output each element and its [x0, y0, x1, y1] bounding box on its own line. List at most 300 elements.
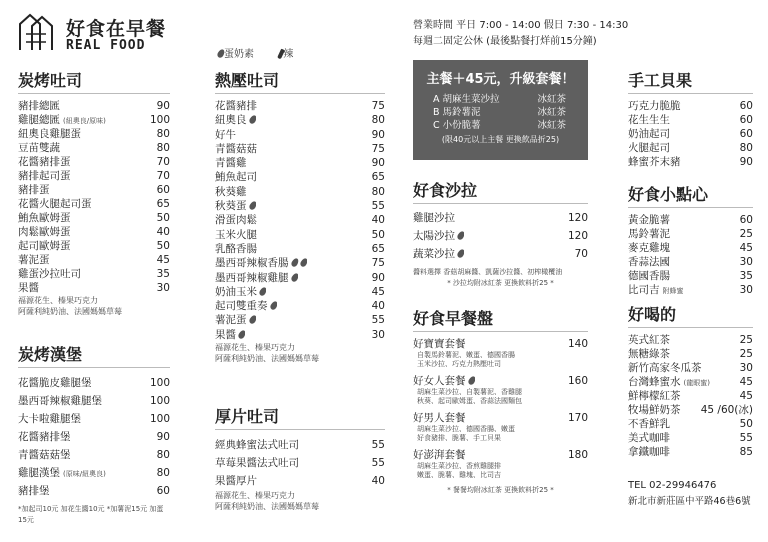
item-name: 好澎湃套餐	[413, 449, 466, 461]
item-name: 黃金脆薯	[628, 214, 670, 226]
item-name: 新竹高家冬瓜茶	[628, 362, 702, 374]
menu-item	[18, 169, 170, 183]
section-drink	[628, 302, 753, 459]
item-price: 60	[739, 114, 753, 126]
item-name: 墨西哥辣椒雞腿	[215, 271, 289, 284]
menu-item	[215, 228, 385, 242]
menu-item	[18, 141, 170, 155]
item-name: 起司雙重奏	[215, 300, 268, 313]
promo-option-drink: 冰紅茶	[537, 107, 566, 118]
menu-item	[628, 213, 753, 227]
item-price: 70	[574, 248, 588, 260]
item-name-wrap	[18, 211, 71, 225]
item-name: 鮪魚歐姆蛋	[18, 212, 71, 224]
item-price: 55	[739, 432, 753, 444]
item-name-wrap	[215, 328, 245, 342]
item-price: 80	[156, 128, 170, 140]
item-name-wrap	[413, 448, 466, 462]
item-price: 85	[739, 446, 753, 458]
menu-item	[215, 313, 385, 327]
item-name-wrap	[18, 99, 60, 113]
item-price: 60	[739, 128, 753, 140]
salad-drink-note: * 沙拉均附冰紅茶 更換飲料折25 *	[447, 279, 554, 287]
menu-item	[413, 337, 588, 351]
item-price: 60	[739, 100, 753, 112]
item-price: 65	[371, 242, 385, 255]
section-toast	[18, 68, 170, 317]
menu-item	[628, 241, 753, 255]
item-name-wrap	[628, 445, 670, 459]
item-name: 拿鐵咖啡	[628, 446, 670, 458]
item-price: 45	[156, 254, 170, 266]
item-name-wrap	[18, 225, 71, 239]
item-price: 45	[371, 285, 385, 298]
section-salad	[413, 178, 588, 289]
item-name: 雞腿總匯	[18, 114, 60, 126]
platter-item	[413, 374, 588, 406]
menu-item	[215, 472, 385, 490]
item-price: 45	[739, 376, 753, 388]
thick-note: 福源花生、榛果巧克力 阿薩利純奶油、法國媽媽草莓	[215, 491, 319, 511]
menu-item	[215, 328, 385, 342]
menu-item	[413, 374, 588, 388]
item-list	[628, 99, 753, 169]
item-name: 花醬豬排	[215, 100, 257, 112]
menu-item	[628, 227, 753, 241]
item-name-wrap	[628, 269, 670, 283]
item-name-wrap	[18, 127, 81, 141]
item-price: 30	[739, 256, 753, 268]
menu-item	[628, 113, 753, 127]
item-name: 果醬	[215, 328, 236, 341]
item-price: 50	[739, 418, 753, 430]
menu-item	[18, 225, 170, 239]
item-name-wrap	[18, 141, 60, 155]
item-price: 40	[156, 226, 170, 238]
menu-item	[215, 156, 385, 170]
item-list	[18, 374, 170, 500]
item-description: 胡麻生菜沙拉、德國香腸、嫩蛋 好食豬排、脆薯、手工貝果	[417, 425, 515, 442]
item-price: 30	[371, 328, 385, 341]
menu-item	[215, 285, 385, 299]
egg-icon	[290, 272, 298, 283]
item-price: 90	[156, 100, 170, 112]
item-name-wrap	[628, 113, 670, 127]
item-name: 好寶寶套餐	[413, 338, 466, 350]
menu-item	[18, 197, 170, 211]
item-name-wrap	[215, 454, 299, 472]
section-title: 熱壓吐司	[215, 71, 280, 90]
item-price: 60	[156, 184, 170, 196]
item-name: 奶油玉米	[215, 285, 257, 298]
platter-item	[413, 337, 588, 369]
divider	[628, 207, 753, 208]
item-name-wrap	[628, 227, 670, 241]
item-name: 比司吉	[628, 284, 660, 296]
menu-item	[628, 347, 753, 361]
item-name-wrap	[215, 242, 257, 256]
item-name-wrap	[215, 228, 257, 242]
menu-item	[18, 127, 170, 141]
item-name-wrap	[628, 241, 670, 255]
section-title: 手工貝果	[628, 71, 693, 90]
item-name-wrap	[18, 267, 81, 281]
item-name-wrap	[628, 255, 670, 269]
egg-icon	[456, 248, 464, 259]
menu-item	[18, 99, 170, 113]
address: 新北市新莊區中平路46巷6號	[628, 496, 751, 507]
item-name: 香蒜法國	[628, 256, 670, 268]
item-price: 45 /60(冰)	[700, 404, 753, 416]
item-price: 65	[156, 198, 170, 210]
menu-item	[628, 375, 753, 389]
menu-item	[18, 211, 170, 225]
section-platter	[413, 306, 588, 496]
item-name-wrap	[215, 199, 256, 213]
item-name-wrap	[215, 313, 256, 327]
item-price: 80	[371, 185, 385, 198]
egg-icon	[248, 114, 256, 125]
item-name: 不香鮮乳	[628, 418, 670, 430]
promo-option	[413, 119, 588, 132]
item-name-wrap	[628, 155, 681, 169]
item-price: 25	[739, 348, 753, 360]
item-name: 好牛	[215, 128, 236, 141]
item-name-wrap	[628, 375, 710, 389]
menu-item	[628, 127, 753, 141]
item-name: 豬排總匯	[18, 100, 60, 112]
item-name-wrap	[413, 411, 466, 425]
item-sub: (龍眼蜜)	[683, 379, 710, 387]
item-price: 140	[567, 338, 588, 350]
item-name: 蜂蜜芥末豬	[628, 156, 681, 168]
item-name: 巧克力脆脆	[628, 100, 681, 112]
toast-note: 福源花生、榛果巧克力 阿薩利純奶油、法國媽媽草莓	[18, 296, 122, 316]
item-name: 肉鬆歐姆蛋	[18, 226, 71, 238]
item-name: 花醬豬排堡	[18, 431, 71, 443]
menu-item	[628, 333, 753, 347]
divider	[18, 367, 170, 368]
menu-item	[413, 209, 588, 227]
item-price: 55	[371, 314, 385, 327]
item-name-wrap	[18, 253, 50, 267]
item-name-wrap	[18, 392, 102, 410]
item-name-wrap	[413, 227, 464, 245]
item-price: 40	[371, 300, 385, 313]
menu-item	[18, 239, 170, 253]
menu-item	[18, 410, 170, 428]
pressed-note: 福源花生、榛果巧克力 阿薩利純奶油、法國媽媽草莓	[215, 343, 319, 364]
item-name-wrap	[628, 127, 670, 141]
divider	[628, 93, 753, 94]
platter-item	[413, 448, 588, 480]
item-name: 草莓果醬法式吐司	[215, 457, 299, 469]
egg-icon	[269, 300, 277, 311]
item-name-wrap	[215, 436, 299, 454]
item-price: 50	[371, 228, 385, 241]
item-name-wrap	[215, 285, 266, 299]
item-name-wrap	[18, 428, 71, 446]
item-name-wrap	[18, 169, 71, 183]
item-name-wrap	[18, 155, 71, 169]
section-burger	[18, 342, 170, 526]
menu-item	[215, 271, 385, 285]
item-price: 180	[567, 449, 588, 461]
menu-item	[628, 445, 753, 459]
item-price: 65	[371, 171, 385, 184]
item-price: 35	[156, 268, 170, 280]
item-price: 90	[371, 157, 385, 170]
item-name-wrap	[18, 113, 106, 127]
menu-item	[18, 374, 170, 392]
egg-icon	[290, 257, 300, 268]
egg-icon	[237, 329, 245, 340]
item-name-wrap	[628, 403, 681, 417]
item-sub: 附蜂蜜	[662, 287, 684, 295]
item-price: 100	[149, 413, 170, 425]
contact-info	[628, 478, 763, 510]
item-name: 台灣蜂蜜水	[628, 376, 681, 388]
item-name-wrap	[628, 361, 702, 375]
item-name: 豬排起司蛋	[18, 170, 71, 182]
item-price: 80	[156, 467, 170, 479]
menu-item	[215, 185, 385, 199]
item-price: 30	[739, 284, 753, 296]
item-name: 秋葵蛋	[215, 200, 247, 213]
item-price: 160	[567, 375, 588, 387]
promo-option-drink: 冰紅茶	[537, 120, 566, 131]
menu-item	[628, 417, 753, 431]
item-name: 墨西哥辣椒香腸	[215, 257, 289, 270]
menu-item	[18, 281, 170, 295]
item-price: 50	[156, 240, 170, 252]
item-name: 起司歐姆蛋	[18, 240, 71, 252]
menu-item	[628, 155, 753, 169]
item-price: 45	[739, 242, 753, 254]
item-name: 花醬豬排蛋	[18, 156, 71, 168]
section-snack	[628, 182, 753, 297]
item-name-wrap	[215, 170, 257, 184]
item-name-wrap	[18, 239, 71, 253]
item-name-wrap	[215, 299, 277, 313]
item-name: 麥克雞塊	[628, 242, 670, 254]
section-title: 好喝的	[628, 305, 677, 324]
egg-icon	[467, 375, 475, 386]
section-title: 好食早餐盤	[413, 309, 494, 328]
item-name: 鮪魚起司	[215, 171, 257, 184]
menu-item	[215, 242, 385, 256]
item-name: 雞蛋沙拉吐司	[18, 268, 81, 280]
menu-item	[413, 448, 588, 462]
item-name: 墨西哥辣椒雞腿堡	[18, 395, 102, 407]
section-title: 好食沙拉	[413, 181, 478, 200]
menu-item	[215, 256, 385, 270]
item-price: 75	[371, 142, 385, 155]
promo-option	[413, 106, 588, 119]
item-name-wrap	[413, 209, 455, 227]
item-name: 花生生生	[628, 114, 670, 126]
item-name-wrap	[628, 431, 670, 445]
item-name-wrap	[18, 281, 39, 295]
menu-item	[18, 482, 170, 500]
item-name-wrap	[215, 271, 298, 285]
menu-item	[215, 170, 385, 184]
menu-item	[628, 255, 753, 269]
item-price: 80	[739, 142, 753, 154]
brand-name-cn: 好食在早餐	[66, 18, 167, 40]
section-thick	[215, 404, 385, 512]
promo-option-main: B 馬鈴薯泥	[433, 107, 481, 118]
item-price: 40	[371, 475, 385, 487]
menu-item	[215, 436, 385, 454]
promo-options	[413, 93, 588, 132]
item-name: 大卡啦雞腿堡	[18, 413, 81, 425]
menu-item	[413, 245, 588, 263]
item-name-wrap	[215, 472, 257, 490]
menu-item	[215, 199, 385, 213]
item-name: 好女人套餐	[413, 375, 466, 387]
item-name-wrap	[628, 141, 670, 155]
item-name-wrap	[215, 99, 257, 113]
item-name: 豬排堡	[18, 485, 50, 497]
promo-option-main: C 小份脆薯	[433, 120, 481, 131]
item-price: 120	[567, 212, 588, 224]
divider	[413, 203, 588, 204]
item-description: 自製馬鈴薯泥、嫩蛋、德國香腸 玉米沙拉、巧克力熱壓吐司	[417, 351, 515, 368]
item-name: 青醬雞	[215, 157, 247, 170]
legend-spicy-label: 辣	[283, 49, 294, 60]
menu-item	[18, 464, 170, 482]
egg-icon	[258, 286, 266, 297]
divider	[413, 331, 588, 332]
item-price: 75	[371, 100, 385, 112]
item-name-wrap	[628, 333, 670, 347]
item-price: 70	[156, 156, 170, 168]
menu-item	[215, 128, 385, 142]
phone-number: TEL 02-29946476	[628, 480, 717, 491]
item-price: 100	[149, 377, 170, 389]
item-description: 胡麻生菜沙拉、自製薯泥、香雞腿 秋葵、起司歐姆蛋、香蒜法國麵包	[417, 388, 522, 405]
item-price: 45	[739, 390, 753, 402]
promo-note: (限40元以上主餐 更換飲品折25)	[441, 135, 560, 144]
promo-option-drink: 冰紅茶	[537, 94, 566, 105]
item-list	[18, 99, 170, 295]
item-price: 120	[567, 230, 588, 242]
item-price: 90	[371, 271, 385, 284]
menu-item	[215, 299, 385, 313]
burger-note: *加起司10元 加花生醬10元 *加薯泥15元 加蛋15元	[18, 505, 164, 524]
item-price: 25	[739, 228, 753, 240]
item-price: 50	[156, 212, 170, 224]
legend-egg-label: 蛋奶素	[224, 49, 254, 60]
item-name: 薯泥蛋	[18, 254, 50, 266]
item-name-wrap	[18, 410, 81, 428]
menu-item	[18, 267, 170, 281]
menu-item	[628, 141, 753, 155]
brand-logo	[14, 10, 194, 60]
item-name: 紐奧良	[215, 114, 247, 127]
menu-item	[18, 428, 170, 446]
item-list	[628, 213, 753, 297]
item-name-wrap	[18, 446, 71, 464]
item-price: 30	[739, 362, 753, 374]
section-title: 炭烤吐司	[18, 71, 83, 90]
menu-item	[18, 155, 170, 169]
item-sub: (紐奧良/原味)	[63, 117, 106, 125]
menu-item	[413, 411, 588, 425]
menu-item	[215, 113, 385, 127]
item-name-wrap	[413, 374, 475, 388]
menu-item	[18, 253, 170, 267]
item-price: 35	[739, 270, 753, 282]
combo-promo-box	[413, 60, 588, 160]
item-price: 80	[156, 142, 170, 154]
menu-item	[18, 113, 170, 127]
house-logo-icon	[18, 12, 54, 52]
menu-item	[628, 431, 753, 445]
menu-item	[18, 183, 170, 197]
item-name: 玉米火腿	[215, 228, 257, 241]
promo-option	[413, 93, 588, 106]
item-sub: (原味/紐奧良)	[63, 470, 106, 478]
item-name-wrap	[215, 213, 257, 227]
hours-open: 營業時間 平日 7:00 - 14:00 假日 7:30 - 14:30	[413, 20, 629, 31]
item-price: 80	[371, 114, 385, 127]
item-name: 青醬菇菇	[215, 142, 257, 155]
item-name-wrap	[628, 213, 670, 227]
item-price: 90	[156, 431, 170, 443]
item-name: 經典蜂蜜法式吐司	[215, 439, 299, 451]
menu-item	[18, 392, 170, 410]
item-name-wrap	[628, 417, 670, 431]
menu-item	[215, 142, 385, 156]
section-title: 炭烤漢堡	[18, 345, 83, 364]
item-price: 90	[739, 156, 753, 168]
item-name: 乳酪香腸	[215, 242, 257, 255]
item-price: 60	[739, 214, 753, 226]
divider	[215, 93, 385, 94]
item-list	[628, 333, 753, 459]
item-name-wrap	[18, 374, 92, 392]
business-hours	[413, 18, 753, 50]
item-list	[215, 436, 385, 490]
item-price: 100	[149, 395, 170, 407]
item-name-wrap	[18, 464, 106, 482]
item-name: 鮮檸檬紅茶	[628, 390, 681, 402]
menu-item	[215, 99, 385, 113]
menu-item	[628, 403, 753, 417]
item-name: 紐奧良雞腿蛋	[18, 128, 81, 140]
item-name-wrap	[18, 183, 50, 197]
menu-item	[628, 269, 753, 283]
item-list	[413, 337, 588, 480]
item-name: 雞腿漢堡	[18, 467, 60, 479]
item-name: 薯泥蛋	[215, 314, 247, 327]
item-list	[215, 99, 385, 342]
item-name-wrap	[215, 256, 307, 270]
item-name: 好男人套餐	[413, 412, 466, 424]
item-name-wrap	[628, 283, 684, 297]
item-name-wrap	[18, 197, 92, 211]
item-name: 牧場鮮奶茶	[628, 404, 681, 416]
item-name: 豆苗雙蔬	[18, 142, 60, 154]
menu-item	[628, 99, 753, 113]
item-name: 德國香腸	[628, 270, 670, 282]
salad-dressing-note: 醬料選擇 香菇胡麻醬、凱薩沙拉醬、初榨橄欖油	[413, 268, 563, 276]
item-name-wrap	[628, 389, 681, 403]
item-name-wrap	[215, 156, 247, 170]
item-name: 秋葵雞	[215, 185, 247, 198]
